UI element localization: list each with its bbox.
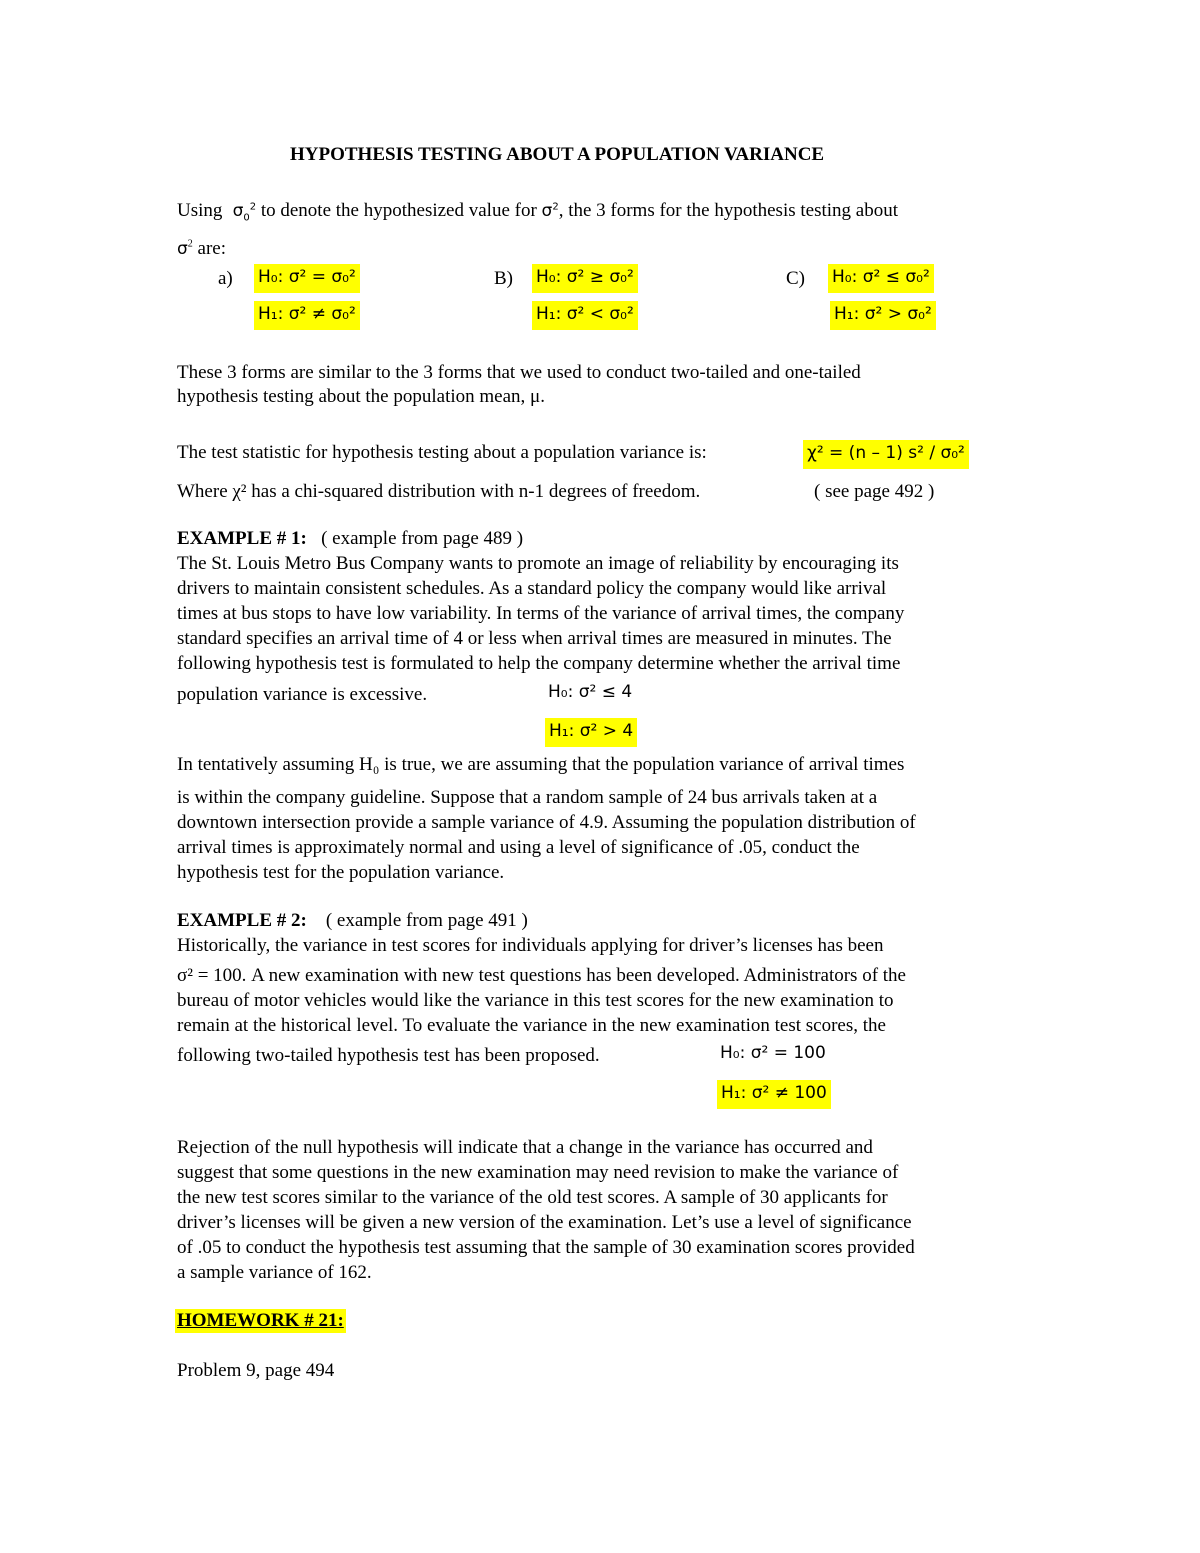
- form-a-label: a): [218, 268, 233, 289]
- intro-part1: to denote the hypothesized value for: [260, 200, 537, 221]
- example2-line-2: σ² = 100. A new examination with new test questions has been developed. Administrators of the: [177, 965, 906, 986]
- intro-using: Using: [177, 200, 223, 221]
- example2-after-3: the new test scores similar to the variance of the old test scores. A sample of 30 applicants for: [177, 1187, 888, 1208]
- example2-after-4: driver’s licenses will be given a new version of the examination. Let’s use a level of significance: [177, 1212, 912, 1233]
- example2-after-1: Rejection of the null hypothesis will indicate that a change in the variance has occurred and: [177, 1137, 873, 1158]
- homework-heading: HOMEWORK # 21:: [177, 1310, 344, 1331]
- intro-part2: , the 3 forms for the hypothesis testing about: [558, 200, 898, 221]
- example1-after-1: In tentatively assuming H₀ is true, we are assuming that the population variance of arrival times: [177, 754, 905, 775]
- similar-line-2: hypothesis testing about the population mean, μ.: [177, 386, 545, 407]
- example2-source: ( example from page 491 ): [325, 910, 528, 931]
- example1-line-2: drivers to maintain consistent schedules. As a standard policy the company would like arrival: [177, 578, 887, 599]
- test-stat-see: ( see page 492 ): [814, 481, 935, 502]
- sigma-are-symbol: σ: [177, 239, 188, 259]
- example2-line-3: bureau of motor vehicles would like the variance in this test scores for the new examination to: [177, 990, 894, 1011]
- intro-are: are:: [197, 238, 227, 259]
- example1-heading: EXAMPLE # 1:: [177, 528, 307, 549]
- example2-h1: H₁: σ² ≠ 100: [717, 1080, 831, 1109]
- example2-heading: EXAMPLE # 2:: [177, 910, 307, 931]
- form-c-label: C): [786, 268, 805, 289]
- example2-line-4: remain at the historical level. To evaluate the variance in the new examination test scores, the: [177, 1015, 886, 1036]
- test-stat-label: The test statistic for hypothesis testing about a population variance is:: [177, 442, 707, 463]
- form-c-h1: H₁: σ² > σ₀²: [830, 301, 936, 330]
- example1-line-1: The St. Louis Metro Bus Company wants to promote an image of reliability by encouraging its: [177, 553, 899, 574]
- form-b-label: B): [494, 268, 513, 289]
- example2-header: [177, 910, 528, 932]
- example1-after-3: downtown intersection provide a sample variance of 4.9. Assuming the population distribution of: [177, 812, 916, 833]
- intro-line-1: [177, 200, 898, 222]
- homework-problem: Problem 9, page 494: [177, 1360, 335, 1381]
- example2-last-line: following two-tailed hypothesis test has been proposed.: [177, 1045, 600, 1066]
- example1-after-2: is within the company guideline. Suppose that a random sample of 24 bus arrivals taken at a: [177, 787, 878, 808]
- example2-after-2: suggest that some questions in the new examination may need revision to make the variance of: [177, 1162, 899, 1183]
- intro-line-2: $\sigma^2$ are:: [177, 238, 227, 259]
- example1-h0: H₀: σ² ≤ 4: [548, 682, 633, 702]
- form-c-h0: H₀: σ² ≤ σ₀²: [828, 264, 934, 293]
- page-title: HYPOTHESIS TESTING ABOUT A POPULATION VARIANCE: [290, 144, 825, 165]
- example1-last-line: population variance is excessive.: [177, 684, 428, 705]
- sigma-symbol: $\sigma^2$: [541, 201, 559, 221]
- form-a-h1: H₁: σ² ≠ σ₀²: [254, 301, 360, 330]
- example1-line-5: following hypothesis test is formulated to help the company determine whether the arrival time: [177, 653, 901, 674]
- example2-line-1: Historically, the variance in test scores for individuals applying for driver’s licenses has been: [177, 935, 884, 956]
- example1-line-3: times at bus stops to have low variability. In terms of the variance of arrival times, the company: [177, 603, 905, 624]
- example2-after-6: a sample variance of 162.: [177, 1262, 372, 1283]
- test-stat-where: Where χ² has a chi-squared distribution with n-1 degrees of freedom.: [177, 481, 701, 502]
- similar-line-1: These 3 forms are similar to the 3 forms that we used to conduct two-tailed and one-tailed: [177, 362, 861, 383]
- example1-after-5: hypothesis test for the population variance.: [177, 862, 505, 883]
- form-b-h0: H₀: σ² ≥ σ₀²: [532, 264, 638, 293]
- test-stat-formula: χ² = (n – 1) s² / σ₀²: [803, 440, 969, 469]
- example1-line-4: standard specifies an arrival time of 4 or less when arrival times are measured in minutes. The: [177, 628, 892, 649]
- form-a-h0: H₀: σ² = σ₀²: [254, 264, 360, 293]
- example1-after-4: arrival times is approximately normal and using a level of significance of .05, conduct the: [177, 837, 860, 858]
- example1-source: ( example from page 489 ): [321, 528, 524, 549]
- form-b-h1: H₁: σ² < σ₀²: [532, 301, 638, 330]
- example2-h0: H₀: σ² = 100: [720, 1043, 826, 1063]
- example1-header: [177, 528, 523, 550]
- example2-after-5: of .05 to conduct the hypothesis test assuming that the sample of 30 examination scores provided: [177, 1237, 915, 1258]
- sigma0-symbol: $\sigma_0^2$: [232, 201, 257, 224]
- example1-h1: H₁: σ² > 4: [545, 718, 637, 747]
